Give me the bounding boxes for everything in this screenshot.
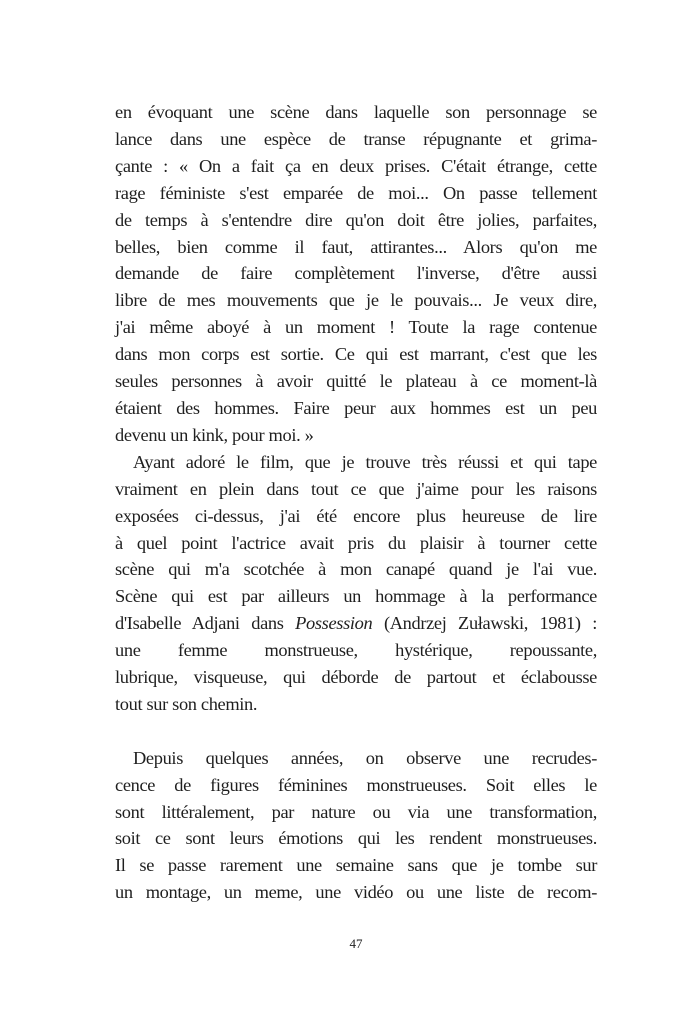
text-line: lubrique, visqueuse, qui déborde de partout et éclabousse [115,667,597,688]
text-line: çante : « On a fait ça en deux prises. C'était étrange, cette [115,155,597,176]
text-line: j'ai même aboyé à un moment ! Toute la rage contenue [115,317,597,338]
text-line: seules personnes à avoir quitté le plateau à ce moment-là [115,371,597,392]
text-line: à quel point l'actrice avait pris du plaisir à tourner cette [115,532,597,553]
text-line: lance dans une espèce de transe répugnante et grima- [115,128,597,149]
text-line: sont littéralement, par nature ou via une transformation, [115,801,597,822]
text-line: scène qui m'a scotchée à mon canapé quand je l'ai vue. [115,559,597,580]
text-line: de temps à s'entendre dire qu'on doit être jolies, parfaites, [115,209,597,230]
page-number: 47 [349,936,363,951]
text-line: une femme monstrueuse, hystérique, repoussante, [115,640,597,661]
text-line: vraiment en plein dans tout ce que j'aime pour les raisons [115,478,597,499]
text-line: soit ce sont leurs émotions qui les rendent monstrueuses. [115,828,597,849]
text-line: devenu un kink, pour moi. » [115,424,314,445]
text-line: étaient des hommes. Faire peur aux hommes est un peu [115,397,597,418]
text-line: rage féministe s'est emparée de moi... On passe tellement [115,182,597,203]
text-line: tout sur son chemin. [115,693,258,714]
text-line: en évoquant une scène dans laquelle son personnage se [115,102,597,122]
page-text [115,99,597,906]
text-line: un montage, un meme, une vidéo ou une liste de recom- [115,882,597,903]
text-line: Il se passe rarement une semaine sans que je tombe sur [115,855,597,876]
paragraph [115,745,597,906]
text-line: Ayant adoré le film, que je trouve très réussi et qui tape [133,451,597,472]
text-line: exposées ci-dessus, j'ai été encore plus heureuse de lire [115,505,597,526]
text-line: demande de faire complètement l'inverse, d'être aussi [115,263,597,284]
text-line: belles, bien comme il faut, attirantes... Alors qu'on me [115,236,597,257]
italic-title: Possession [295,613,373,634]
text-line: libre de mes mouvements que je le pouvais... Je veux dire, [115,290,597,311]
text-line: dans mon corps est sortie. Ce qui est marrant, c'est que les [115,344,597,365]
text-line: cence de figures féminines monstrueuses. Soit elles le [115,774,597,795]
text-line: Scène qui est par ailleurs un hommage à la performance [115,586,597,607]
text-line: Depuis quelques années, on observe une recrudes- [133,747,597,768]
paragraph [115,99,597,449]
text-line: d'Isabelle Adjani dans Possession (Andrzej Zuławski, 1981) : [115,613,597,634]
paragraph [115,449,597,718]
